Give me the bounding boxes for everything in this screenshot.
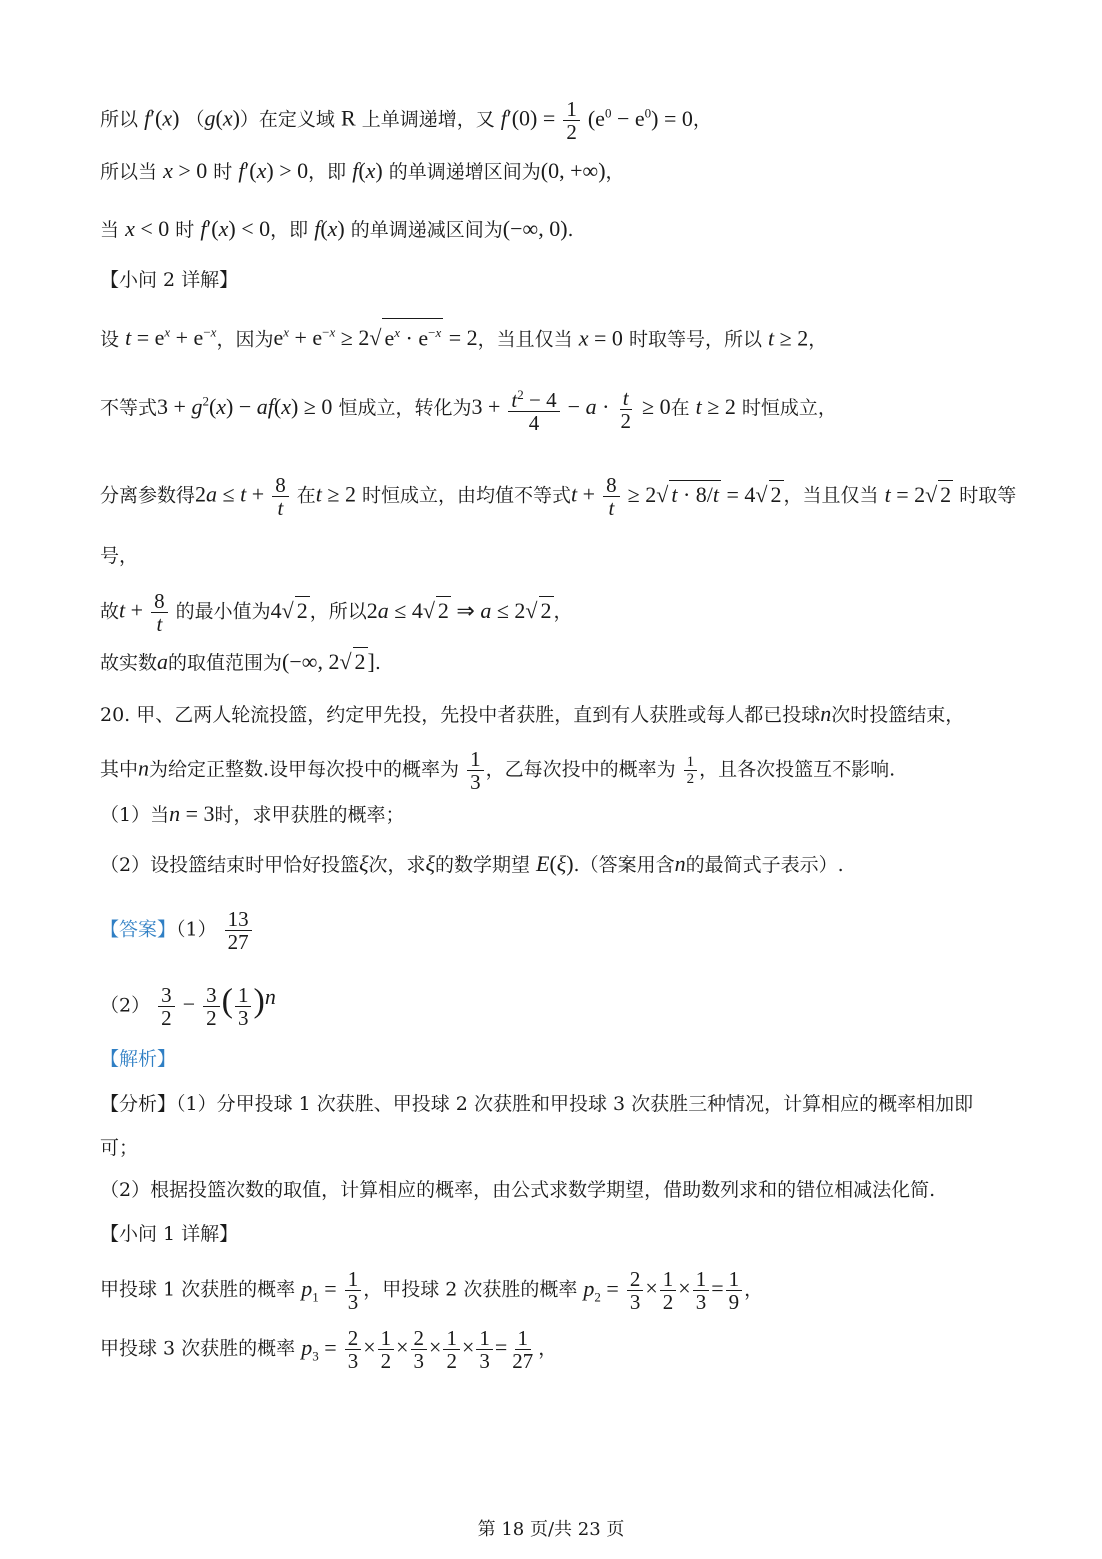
text-line: 可；: [100, 1137, 139, 1159]
text-line: 甲投球 1 次获胜的概率 $p_1$ = $\frac{1}{3}$ ，甲投球 2 次获胜的概率 $p_2$ = $\frac{2}{3}$ × $\frac{1}{2}$ × $\frac{1}{3}$ = $\frac{1}{9}$ ，: [100, 1267, 764, 1314]
page-number: 第 18 页/共 23 页: [477, 1519, 625, 1540]
text-line: 所以 f′(x) （g(x)）在定义域 R 上单调递增，又 f′(0) = $\frac{1}{2}$ $(e^0 - e^0) = 0$，: [100, 97, 712, 144]
text-line: 【分析】（1）分甲投球 1 次获胜、甲投球 2 次获胜和甲投球 3 次获胜三种情况，计算相应的概率相加即: [100, 1093, 974, 1115]
analysis-label: 【解析】: [100, 1048, 177, 1070]
section-heading: 【小问 2 详解】: [100, 269, 239, 291]
text-line: 故实数a的取值范围为(−∞, 2√ 2].: [100, 649, 381, 674]
text-line: 号，: [100, 545, 139, 567]
text-line: 设 $t = e^x + e^{-x}$，因为$e^x + e^{-x} \ge 2√$ $e^x \cdot e^{-x} = 2$，当且仅当 x = 0 时取等号，所以 t ≥ 2，: [100, 318, 827, 353]
text-line: 当 x < 0 时 f′(x) < 0，即 f(x) 的单调递减区间为(−∞, 0).: [100, 216, 574, 241]
answer-line: 【答案】（1） $\frac{13}{27}$: [100, 908, 254, 953]
text-line: （2）根据投篮次数的取值，计算相应的概率，由公式求数学期望，借助数列求和的错位相减法化简.: [100, 1179, 936, 1201]
text-line: 故t + $\frac{8}{t}$ 的最小值为4√ 2 ，所以2a ≤ 4√ 2 ⇒ a ≤ 2√ 2 ，: [100, 589, 573, 636]
text-line: 甲投球 3 次获胜的概率 $p_3$ = $\frac{2}{3}$ × $\frac{1}{2}$ × $\frac{2}{3}$ × $\frac{1}{2}$ × $\frac{1}{3}$ = $\frac{1}{27}$ ，: [100, 1326, 558, 1373]
text-line: 其中n为给定正整数.设甲每次投中的概率为 $\frac{1}{3}$ ，乙每次投中的概率为 $\frac{1}{2}$ ，且各次投篮互不影响.: [100, 747, 896, 794]
answer-label: 【答案】: [100, 918, 177, 941]
question-title: 20. 甲、乙两人轮流投篮，约定甲先投，先投中者获胜，直到有人获胜或每人都已投球n次时投篮结束，: [100, 701, 965, 726]
text-line: （1）当n = 3时，求甲获胜的概率；: [100, 801, 405, 826]
text-line: 所以当 x > 0 时 f′(x) > 0，即 f(x) 的单调递增区间为(0, +∞)，: [100, 158, 625, 183]
text-line: （2）设投篮结束时甲恰好投篮ξ次，求ξ的数学期望 E(ξ).（答案用含n的最简式子表示）.: [100, 851, 844, 876]
answer-line: （2） $\frac{3}{2}$ − $\frac{3}{2}$ ( $\frac{1}{3}$ )$^n$: [100, 982, 276, 1030]
text-line: 分离参数得2a ≤ t + $\frac{8}{t}$ 在t ≥ 2 时恒成立，由均值不等式t + $\frac{8}{t}$ ≥ 2√ t · 8/t = 4√ 2 ，当且仅当 t = 2√ 2 时取等: [100, 473, 1017, 520]
section-heading: 【小问 1 详解】: [100, 1223, 239, 1245]
text-line: 不等式$3 + g^2(x) - af(x) \ge 0$ 恒成立，转化为3 + $\frac{t^2 - 4}{4}$ − a · $\frac{t}{2}$ ≥ 0在 t ≥ 2 时恒成立，: [100, 385, 837, 435]
